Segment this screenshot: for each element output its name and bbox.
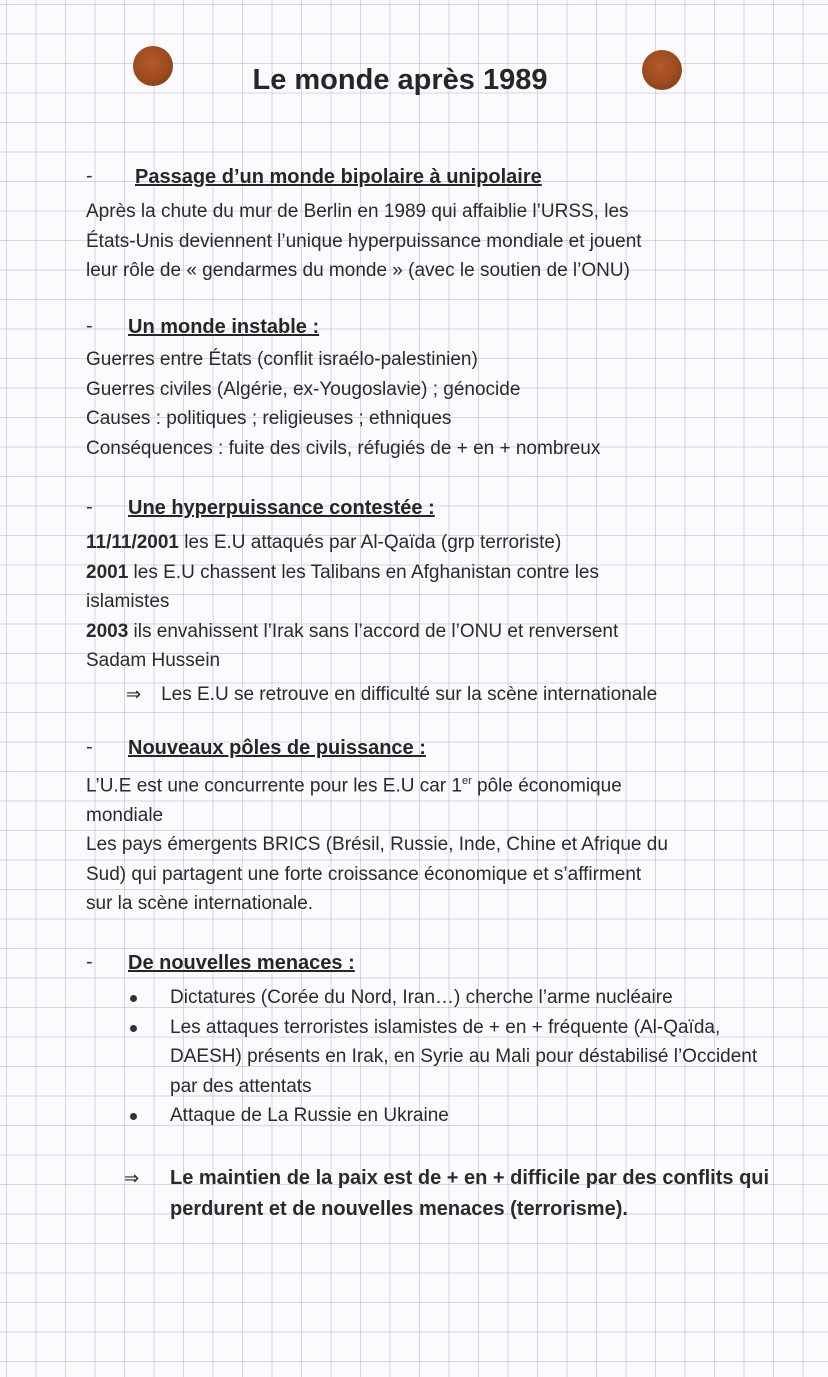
bullet-icon <box>130 1025 137 1032</box>
text-line: Conséquences : fuite des civils, réfugiés de + en + nombreux <box>86 437 601 459</box>
text-line: 2001 les E.U chassent les Talibans en Afghanistan contre les <box>86 561 599 583</box>
text-line: leur rôle de « gendarmes du monde » (avec le soutien de l’ONU) <box>86 260 630 281</box>
text-line: Sadam Hussein <box>86 650 221 671</box>
section-body-bipolaire <box>86 197 786 286</box>
section-dash: - <box>86 165 93 187</box>
conclusion-line: ⇒ Les E.U se retrouve en difficulté sur la scène internationale <box>126 683 658 705</box>
section-heading-instable: Un monde instable : <box>128 316 320 338</box>
section-heading-bipolaire: Passage d’un monde bipolaire à unipolaire <box>135 166 542 188</box>
section-dash: - <box>86 315 93 337</box>
date: 2001 <box>86 561 129 583</box>
text-line: 2003 ils envahissent l’Irak sans l’accord de l’ONU et renversent <box>86 620 619 642</box>
section-heading-poles: Nouveaux pôles de puissance : <box>128 737 426 759</box>
threats-list <box>124 983 764 1131</box>
text-line: L’U.E est une concurrente pour les E.U car 1er pôle économique <box>86 775 622 797</box>
section-body-contestee <box>86 528 786 709</box>
section-heading-contestee: Une hyperpuissance contestée : <box>128 497 435 519</box>
section-dash: - <box>86 951 93 973</box>
date: 11/11/2001 <box>86 532 179 553</box>
text-line: mondiale <box>86 804 164 826</box>
text-line: Guerres entre États (conflit israélo-palestinien) <box>86 349 478 370</box>
text-line: Guerres civiles (Algérie, ex-Yougoslavie) ; génocide <box>86 378 521 400</box>
implies-arrow-icon: ⇒ <box>126 683 142 704</box>
text-line: islamistes <box>86 591 170 612</box>
section-heading-menaces: De nouvelles menaces : <box>128 952 355 974</box>
implies-arrow-icon: ⇒ <box>124 1168 140 1188</box>
text-line: sur la scène internationale. <box>86 893 314 915</box>
section-body-poles <box>86 767 786 919</box>
page-title: Le monde après 1989 <box>252 64 548 96</box>
section-dash: - <box>86 736 93 758</box>
list-item: Les attaques terroristes islamistes de + en + fréquente (Al-Qaïda, DAESH) présents en Irak, en Syrie au Mali pour déstabilisé l’Occident par des attentats <box>124 1013 764 1102</box>
date: 2003 <box>86 620 129 642</box>
conclusion-peace <box>124 1163 774 1225</box>
text-line: 11/11/2001 les E.U attaqués par Al-Qaïda (grp terroriste) <box>86 532 562 553</box>
text-line: Sud) qui partagent une forte croissance économique et s’affirment <box>86 863 642 885</box>
list-item: Attaque de La Russie en Ukraine <box>124 1101 764 1131</box>
text-line: États-Unis deviennent l’unique hyperpuissance mondiale et jouent <box>86 230 642 252</box>
conclusion-text: Le maintien de la paix est de + en + difficile par des conflits qui perdurent et de nouvelles menaces (terrorisme). <box>170 1167 770 1220</box>
list-item: Dictatures (Corée du Nord, Iran…) cherche l’arme nucléaire <box>124 983 764 1013</box>
text-line: Les pays émergents BRICS (Brésil, Russie, Inde, Chine et Afrique du <box>86 834 668 856</box>
bullet-icon <box>130 1113 137 1120</box>
bullet-icon <box>130 995 137 1002</box>
text-line: Après la chute du mur de Berlin en 1989 qui affaiblie l’URSS, les <box>86 201 629 222</box>
text-line: Causes : politiques ; religieuses ; ethniques <box>86 408 452 429</box>
section-body-instable <box>86 345 786 463</box>
section-dash: - <box>86 496 93 518</box>
